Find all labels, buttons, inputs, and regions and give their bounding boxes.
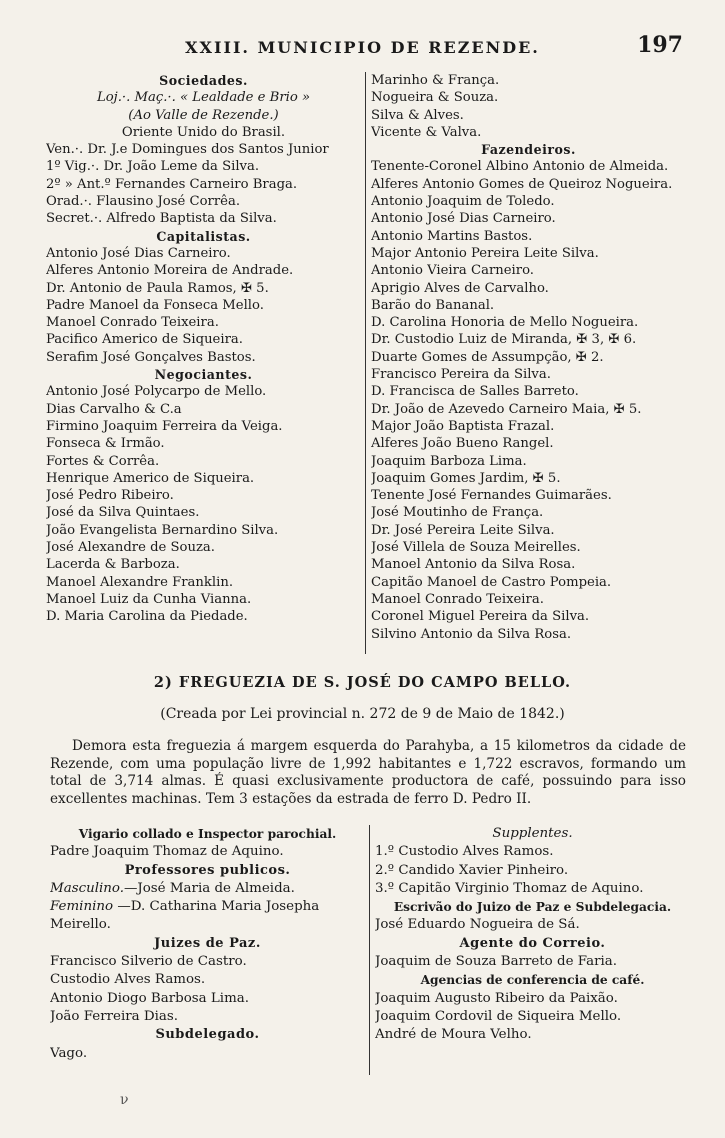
list-item: Joaquim Barboza Lima. xyxy=(371,453,527,469)
list-item: Padre Manoel da Fonseca Mello. xyxy=(46,297,264,313)
list-item: Coronel Miguel Pereira da Silva. xyxy=(371,609,590,625)
masculino-label: Masculino. xyxy=(50,880,124,896)
list-item: Duarte Gomes de Assumpção, ✠ 2. xyxy=(371,349,604,365)
right-column xyxy=(366,72,686,654)
list-item: Silvino Antonio da Silva Rosa. xyxy=(371,626,572,642)
feminino-label: Feminino xyxy=(50,899,114,915)
list-item: Manoel Luiz da Cunha Vianna. xyxy=(46,591,252,607)
list-item: Antonio Vieira Carneiro. xyxy=(371,263,534,279)
left-column xyxy=(46,72,366,654)
list-item: Alferes João Bueno Rangel. xyxy=(371,436,554,452)
bottom-left-column xyxy=(50,825,370,1075)
section-heading-capitalistas: Capitalistas. xyxy=(156,228,251,244)
list-item: Lacerda & Barboza. xyxy=(46,557,180,573)
subdelegado-value: Vago. xyxy=(50,1045,88,1061)
list-item: Alferes Antonio Moreira de Andrade. xyxy=(46,263,294,279)
marginalia-mark: ν xyxy=(120,1092,129,1108)
list-item: Tenente José Fernandes Guimarães. xyxy=(371,488,612,504)
list-item: Dr. José Pereira Leite Silva. xyxy=(371,522,555,538)
list-item: Joaquim Augusto Ribeiro da Paixão. xyxy=(375,990,618,1006)
list-item: 1.º Custodio Alves Ramos. xyxy=(375,844,554,860)
list-item: Manoel Conrado Teixeira. xyxy=(371,591,544,607)
list-item: Major João Baptista Frazal. xyxy=(371,418,555,434)
list-item: 2º » Ant.º Fernandes Carneiro Braga. xyxy=(46,176,298,192)
page-header xyxy=(0,32,725,64)
bottom-right-column xyxy=(370,825,690,1075)
heading-agencias: Agencias de conferencia de café. xyxy=(420,973,645,988)
section-heading-sociedades: Sociedades. xyxy=(159,73,248,88)
list-item: Manoel Alexandre Franklin. xyxy=(46,574,234,590)
list-item: José Alexandre de Souza. xyxy=(46,540,215,556)
section-subtitle: (Creada por Lei provincial n. 272 de 9 de Maio de 1842.) xyxy=(160,706,565,722)
list-item: Joaquim Cordovil de Siqueira Mello. xyxy=(375,1008,622,1024)
bottom-columns xyxy=(50,825,690,1075)
list-item: (Ao Valle de Rezende.) xyxy=(128,107,279,123)
list-item: Firmino Joaquim Ferreira da Veiga. xyxy=(46,418,283,434)
list-item: José Moutinho de França. xyxy=(371,505,544,521)
list-item: Dr. João de Azevedo Carneiro Maia, ✠ 5. xyxy=(371,401,642,417)
list-item: Tenente-Coronel Albino Antonio de Almeida. xyxy=(371,159,669,175)
list-item: Oriente Unido do Brasil. xyxy=(121,124,286,140)
escrivao-name: José Eduardo Nogueira de Sá. xyxy=(375,917,580,933)
list-item: Alferes Antonio Gomes de Queiroz Nogueira. xyxy=(371,176,673,192)
list-item: Antonio José Polycarpo de Mello. xyxy=(46,384,267,400)
list-item: 2.º Candido Xavier Pinheiro. xyxy=(375,862,569,878)
list-item: Barão do Bananal. xyxy=(371,297,495,313)
list-item: Serafim José Gonçalves Bastos. xyxy=(46,349,256,365)
list-item: Major Antonio Pereira Leite Silva. xyxy=(371,245,599,261)
list-item: Antonio Martins Bastos. xyxy=(371,228,533,244)
masculino-name: —José Maria de Almeida. xyxy=(123,880,295,896)
list-item: Nogueira & Souza. xyxy=(371,90,499,106)
heading-juizes: Juizes de Paz. xyxy=(154,935,261,951)
page-number: 197 xyxy=(637,32,683,58)
list-item: Fonseca & Irmão. xyxy=(46,436,165,452)
section-paragraph: Demora esta freguezia á margem esquerda do Parahyba, a 15 kilometros da cidade de Rezende, com uma população livre de 1,992 habitantes e 1,722 escravos, formando um total de 3,714 almas. É quasi exclusivamente productora de café, possuindo para isso excellentes machinas. Tem 3 estações da estrada de ferro D. Pedro II. xyxy=(50,738,686,807)
list-item: D. Francisca de Salles Barreto. xyxy=(371,384,579,400)
list-item: 3.º Capitão Virginio Thomaz de Aquino. xyxy=(375,880,644,896)
list-item: Secret.·. Alfredo Baptista da Silva. xyxy=(46,211,277,227)
heading-escrivao: Escrivão do Juizo de Paz e Subdelegacia. xyxy=(393,900,672,915)
list-item: Manoel Antonio da Silva Rosa. xyxy=(371,557,576,573)
top-columns xyxy=(46,72,686,654)
heading-agente: Agente do Correio. xyxy=(459,935,606,951)
list-item: Dr. Antonio de Paula Ramos, ✠ 5. xyxy=(46,280,269,296)
feminino-name: —D. Catharina Maria Josepha Meirello. xyxy=(50,899,320,933)
list-item: Dias Carvalho & C.a xyxy=(46,401,182,417)
list-item: Capitão Manoel de Castro Pompeia. xyxy=(371,574,612,590)
list-item: Antonio José Dias Carneiro. xyxy=(371,211,556,227)
list-item: Antonio José Dias Carneiro. xyxy=(46,245,231,261)
vigario-name: Padre Joaquim Thomaz de Aquino. xyxy=(50,844,284,860)
list-item: 1º Vig.·. Dr. João Leme da Silva. xyxy=(46,159,260,175)
list-item: Joaquim Gomes Jardim, ✠ 5. xyxy=(371,470,561,486)
list-item: Henrique Americo de Siqueira. xyxy=(46,470,255,486)
list-item: João Ferreira Dias. xyxy=(50,1008,178,1024)
page-title: XXIII. MUNICIPIO DE REZENDE. xyxy=(185,38,540,57)
professor-feminino xyxy=(50,898,365,935)
list-item: Francisco Pereira da Silva. xyxy=(371,367,551,383)
list-item: Fortes & Corrêa. xyxy=(46,453,160,469)
list-item: Orad.·. Flausino José Corrêa. xyxy=(46,194,241,210)
list-item: Antonio Joaquim de Toledo. xyxy=(371,194,555,210)
list-item: Vicente & Valva. xyxy=(371,124,482,140)
list-item: Dr. Custodio Luiz de Miranda, ✠ 3, ✠ 6. xyxy=(371,332,637,348)
professor-masculino xyxy=(50,880,365,898)
section-heading-negociantes: Negociantes. xyxy=(154,367,253,383)
list-item: Francisco Silverio de Castro. xyxy=(50,954,247,970)
heading-supplentes: Supplentes. xyxy=(492,826,573,841)
list-item: Antonio Diogo Barbosa Lima. xyxy=(50,990,250,1006)
heading-subdelegado: Subdelegado. xyxy=(155,1027,260,1043)
section-heading-fazendeiros: Fazendeiros. xyxy=(481,142,576,158)
list-item: Manoel Conrado Teixeira. xyxy=(46,315,219,331)
list-item: Aprigio Alves de Carvalho. xyxy=(371,280,549,296)
list-item: Marinho & França. xyxy=(371,73,500,88)
list-item: João Evangelista Bernardino Silva. xyxy=(46,522,279,538)
list-item: D. Maria Carolina da Piedade. xyxy=(46,609,248,625)
list-item: José Villela de Souza Meirelles. xyxy=(371,540,581,556)
list-item: D. Carolina Honoria de Mello Nogueira. xyxy=(371,315,639,331)
heading-professores: Professores publicos. xyxy=(124,862,291,878)
list-item: José da Silva Quintaes. xyxy=(46,505,200,521)
list-item: Ven.·. Dr. J.e Domingues dos Santos Junior xyxy=(46,142,329,158)
agente-name: Joaquim de Souza Barreto de Faria. xyxy=(375,954,618,970)
section-title: 2) FREGUEZIA DE S. JOSÉ DO CAMPO BELLO. xyxy=(153,674,572,691)
heading-vigario: Vigario collado e Inspector parochial. xyxy=(78,827,337,841)
list-item: Custodio Alves Ramos. xyxy=(50,972,206,988)
list-item: José Pedro Ribeiro. xyxy=(46,488,174,504)
list-item: Silva & Alves. xyxy=(371,107,464,123)
list-item: Loj.·. Maç.·. « Lealdade e Brio » xyxy=(96,90,311,106)
list-item: André de Moura Velho. xyxy=(375,1027,532,1043)
list-item: Pacifico Americo de Siqueira. xyxy=(46,332,243,348)
